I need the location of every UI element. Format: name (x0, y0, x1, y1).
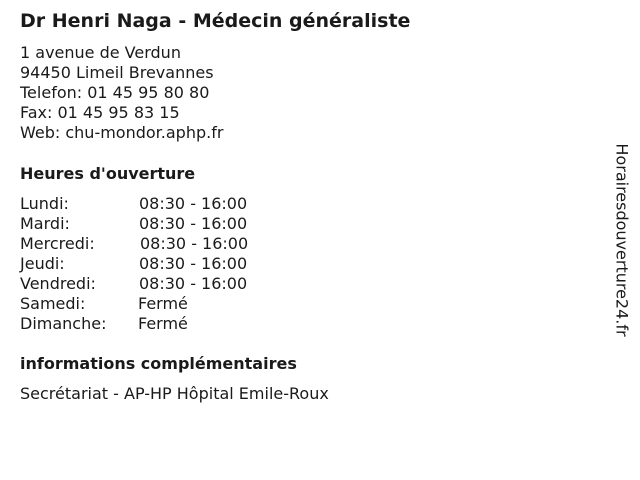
address-fax: Fax: 01 45 95 83 15 (20, 103, 180, 122)
address-city: 94450 Limeil Brevannes (20, 63, 214, 82)
hours-day: Samedi: (20, 294, 86, 313)
hours-time: 08:30 - 16:00 (140, 234, 249, 253)
hours-heading: Heures d'ouverture (20, 164, 196, 183)
address-street: 1 avenue de Verdun (20, 43, 181, 62)
info-text: Secrétariat - AP-HP Hôpital Emile-Roux (20, 384, 329, 403)
hours-day: Mardi: (20, 214, 70, 233)
info-heading: informations complémentaires (20, 354, 297, 373)
hours-day: Dimanche: (20, 314, 107, 333)
page-title: Dr Henri Naga - Médecin généraliste (20, 10, 411, 32)
hours-day: Vendredi: (20, 274, 96, 293)
hours-day: Lundi: (20, 194, 69, 213)
address-phone: Telefon: 01 45 95 80 80 (20, 83, 210, 102)
hours-time: 08:30 - 16:00 (139, 194, 248, 213)
hours-time: 08:30 - 16:00 (139, 254, 248, 273)
hours-time: Fermé (138, 294, 188, 313)
hours-time: Fermé (138, 314, 188, 333)
hours-day: Mercredi: (20, 234, 95, 253)
site-watermark: Horairesdouverture24.fr (612, 143, 632, 337)
address-block (20, 43, 223, 143)
hours-day: Jeudi: (20, 254, 65, 273)
hours-time: 08:30 - 16:00 (139, 214, 248, 233)
address-web: Web: chu-mondor.aphp.fr (20, 123, 224, 142)
hours-time: 08:30 - 16:00 (139, 274, 248, 293)
